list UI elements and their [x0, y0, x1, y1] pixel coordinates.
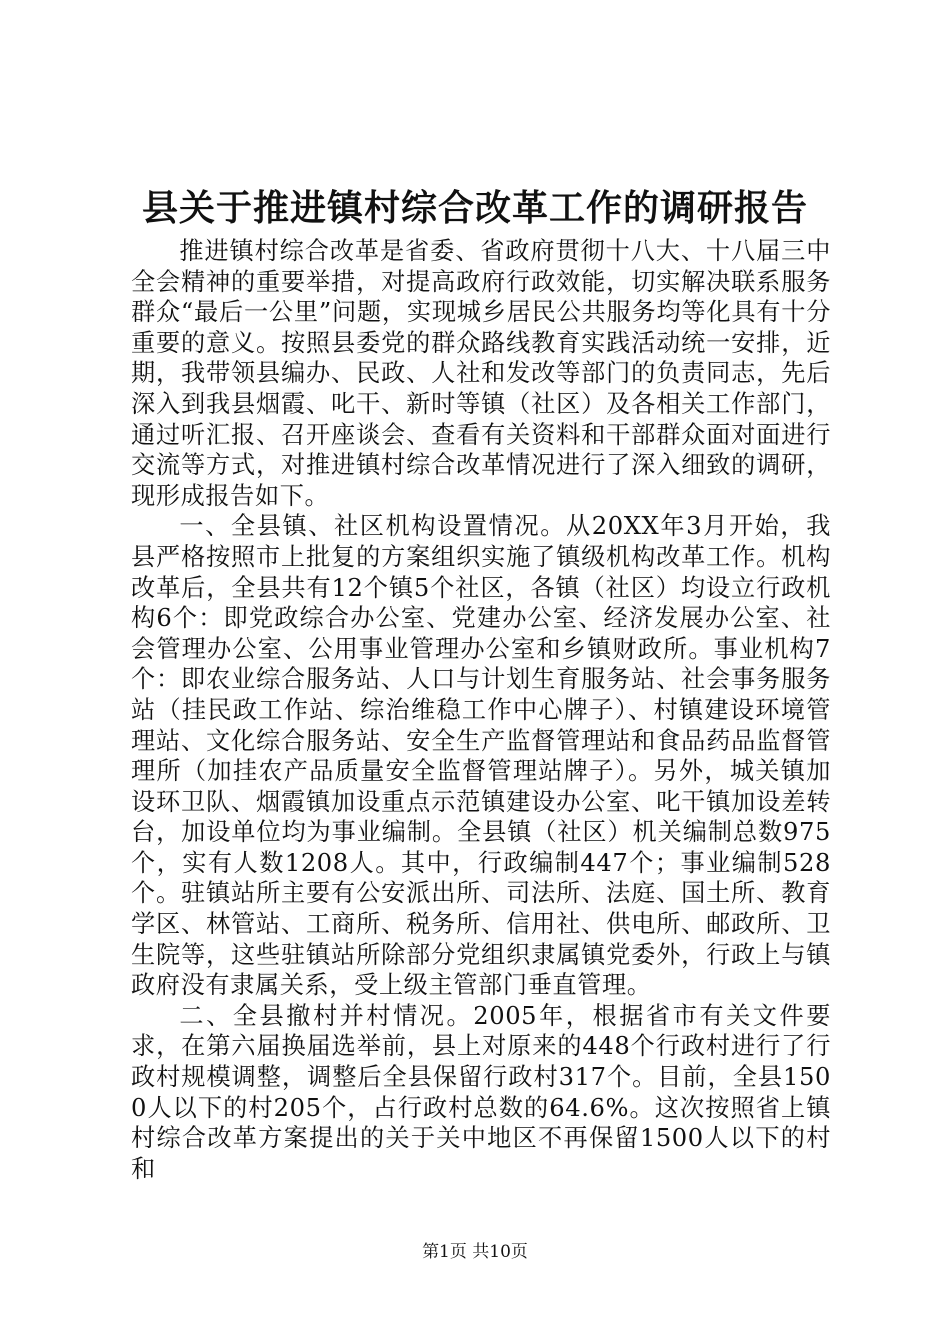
document-body — [131, 236, 831, 1184]
paragraph-intro: 推进镇村综合改革是省委、省政府贯彻十八大、十八届三中全会精神的重要举措，对提高政府行政效能，切实解决联系服务群众“最后一公里”问题，实现城乡居民公共服务均等化具有十分重要的意义。按照县委党的群众路线教育实践活动统一安排，近期，我带领县编办、民政、人社和发改等部门的负责同志，先后深入到我县烟霞、叱干、新时等镇（社区）及各相关工作部门，通过听汇报、召开座谈会、查看有关资料和干部群众面对面进行交流等方式，对推进镇村综合改革情况进行了深入细致的调研，现形成报告如下。 — [131, 237, 831, 510]
page-footer: 第1页 共10页 — [422, 1242, 528, 1262]
document-title: 县关于推进镇村综合改革工作的调研报告 — [141, 187, 808, 229]
paragraph-section-2: 二、全县撤村并村情况。2005年，根据省市有关文件要求，在第六届换届选举前，县上对原来的448个行政村进行了行政村规模调整，调整后全县保留行政村317个。目前，全县1500人以下的村205个，占行政村总数的64.6%。这次按照省上镇村综合改革方案提出的关于关中地区不再保留1500人以下的村和 — [131, 1001, 831, 1183]
paragraph-section-1: 一、全县镇、社区机构设置情况。从20XX年3月开始，我县严格按照市上批复的方案组织实施了镇级机构改革工作。机构改革后，全县共有12个镇5个社区，各镇（社区）均设立行政机构6个：即党政综合办公室、党建办公室、经济发展办公室、社会管理办公室、公用事业管理办公室和乡镇财政所。事业机构7个：即农业综合服务站、人口与计划生育服务站、社会事务服务站（挂民政工作站、综治维稳工作中心牌子）、村镇建设环境管理站、文化综合服务站、安全生产监督管理站和食品药品监督管理所（加挂农产品质量安全监督管理站牌子）。另外，城关镇加设环卫队、烟霞镇加设重点示范镇建设办公室、叱干镇加设差转台，加设单位均为事业编制。全县镇（社区）机关编制总数975个，实有人数1208人。其中，行政编制447个；事业编制528个。驻镇站所主要有公安派出所、司法所、法庭、国土所、教育学区、林管站、工商所、税务所、信用社、供电所、邮政所、卫生院等，这些驻镇站所除部分党组织隶属镇党委外，行政上与镇政府没有隶属关系，受上级主管部门垂直管理。 — [131, 512, 831, 1000]
